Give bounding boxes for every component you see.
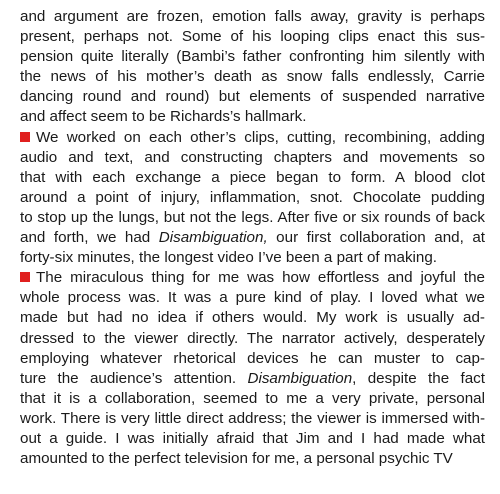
text-line (20, 248, 485, 268)
text-line (20, 7, 485, 27)
text-segment: the news of his mother’s death as snow falls endlessly, Carrie (20, 68, 485, 86)
text-line (20, 148, 485, 168)
text-segment: that with each exchange a piece began to form. A blood clot (20, 168, 485, 186)
text-segment: amounted to the perfect television for me, a personal psychic TV (20, 450, 453, 468)
text-line (20, 87, 485, 107)
text-line (20, 329, 485, 349)
text-line (20, 128, 485, 148)
text-line (20, 47, 485, 67)
paragraph (20, 128, 485, 269)
text-segment: employing whatever rhetorical devices he can muster to cap- (20, 349, 485, 367)
paragraph-marker-icon (20, 272, 30, 282)
text-segment: , despite the fact (352, 369, 485, 387)
text-segment: out a guide. I was initially afraid that Jim and I had made what (20, 429, 485, 447)
text-segment: pension quite literally (Bambi’s father confronting him silently with (20, 48, 485, 66)
article-body (20, 7, 485, 469)
text-segment: that it is a collaboration, seemed to me a very private, personal (20, 389, 485, 407)
text-line (20, 228, 485, 248)
text-line (20, 288, 485, 308)
text-line (20, 208, 485, 228)
text-segment: around a point of injury, inflammation, snot. Chocolate pudding (20, 188, 485, 206)
paragraph-marker-icon (20, 132, 30, 142)
text-line (20, 168, 485, 188)
text-segment: audio and text, and constructing chapters and movements so (20, 148, 485, 166)
text-segment: present, perhaps not. Some of his looping clips enact this sus- (20, 28, 485, 46)
text-segment: whole process was. It was a pure kind of play. I loved what we (20, 289, 485, 307)
text-segment: The miraculous thing for me was how effortless and joyful the (36, 269, 485, 287)
text-line (20, 188, 485, 208)
text-line (20, 27, 485, 47)
text-segment: to stop up the lungs, but not the legs. After five or six rounds of back (20, 208, 485, 226)
paragraph (20, 7, 485, 128)
text-line (20, 268, 485, 288)
text-line (20, 308, 485, 328)
text-segment: made but had no idea if others would. My work is usually ad- (20, 309, 485, 327)
text-segment: dressed to the viewer directly. The narrator actively, desperately (20, 329, 485, 347)
text-segment: We worked on each other’s clips, cutting, recombining, adding (36, 128, 485, 146)
text-line (20, 409, 485, 429)
text-line (20, 349, 485, 369)
text-segment: work. There is very little direct address; the viewer is immersed with- (20, 409, 485, 427)
text-segment: forty-six minutes, the longest video I’ve been a part of making. (20, 249, 438, 267)
text-line (20, 67, 485, 87)
text-segment: and argument are frozen, emotion falls away, gravity is perhaps (20, 8, 485, 25)
text-line (20, 369, 485, 389)
italic-text: Disambiguation (247, 369, 353, 387)
italic-text: Disambiguation, (158, 229, 268, 247)
text-line (20, 449, 485, 469)
text-line (20, 107, 485, 127)
text-segment: dancing round and round) but elements of suspended narrative (20, 88, 485, 106)
text-segment: our first collaboration and, at (267, 229, 485, 247)
text-segment: and forth, we had (20, 229, 159, 247)
text-segment: ture the audience’s attention. (20, 369, 248, 387)
text-line (20, 429, 485, 449)
paragraph (20, 268, 485, 469)
text-line (20, 389, 485, 409)
text-segment: and affect seem to be Richards’s hallmark. (20, 108, 307, 126)
